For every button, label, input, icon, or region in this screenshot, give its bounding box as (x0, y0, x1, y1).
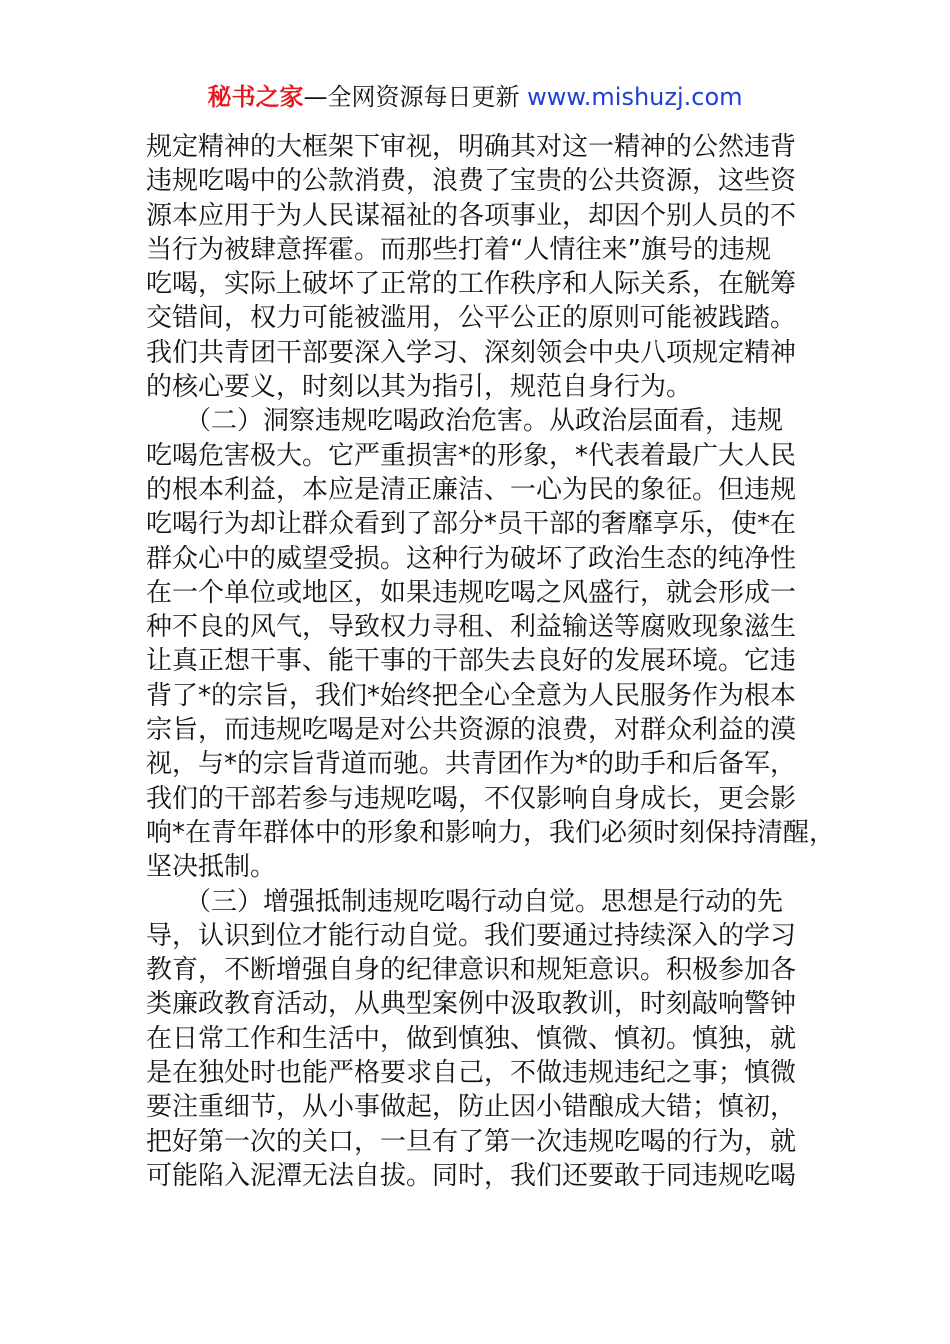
text-line: 可能陷入泥潭无法自拔。同时，我们还要敢于同违规吃喝 (146, 1160, 797, 1191)
text-line: 在日常工作和生活中，做到慎独、慎微、慎初。慎独，就 (146, 1023, 797, 1054)
text-line: 把好第一次的关口，一旦有了第一次违规吃喝的行为，就 (146, 1126, 797, 1157)
text-line: 种不良的风气，导致权力寻租、利益输送等腐败现象滋生 (146, 612, 797, 643)
text-line: 的根本利益，本应是清正廉洁、一心为民的象征。但违规 (146, 474, 797, 505)
text-line: 的核心要义，时刻以其为指引，规范自身行为。 (146, 372, 693, 403)
brand-name: 秘书之家 (207, 83, 304, 111)
section-heading-line: （二）洞察违规吃喝政治危害。从政治层面看，违规 (146, 406, 784, 437)
site-header (0, 80, 950, 114)
text-line: 是在独处时也能严格要求自己，不做违规违纪之事；慎微 (146, 1058, 797, 1089)
text-line: 视，与*的宗旨背道而驰。共青团作为*的助手和后备军， (146, 749, 797, 780)
text-line: 响*在青年群体中的形象和影响力，我们必须时刻保持清醒， (146, 817, 836, 848)
text-line: 在一个单位或地区，如果违规吃喝之风盛行，就会形成一 (146, 577, 797, 608)
text-line: 导，认识到位才能行动自觉。我们要通过持续深入的学习 (146, 920, 797, 951)
text-line: 群众心中的威望受损。这种行为破坏了政治生态的纯净性 (146, 543, 797, 574)
document-body (146, 130, 836, 1193)
text-line: 背了*的宗旨，我们*始终把全心全意为人民服务作为根本 (146, 680, 797, 711)
text-line: 我们共青团干部要深入学习、深刻领会中央八项规定精神 (146, 337, 797, 368)
text-line: 让真正想干事、能干事的干部失去良好的发展环境。它违 (146, 646, 797, 677)
text-line: 坚决抵制。 (146, 852, 277, 883)
text-line: 规定精神的大框架下审视，明确其对这一精神的公然违背 (146, 132, 797, 162)
header-tagline: —全网资源每日更新 (303, 83, 528, 111)
text-line: 吃喝危害极大。它严重损害*的形象，*代表着最广大人民 (146, 440, 797, 471)
text-line: 类廉政教育活动，从典型案例中汲取教训，时刻敲响警钟 (146, 989, 797, 1020)
text-line: 源本应用于为人民谋福祉的各项事业，却因个别人员的不 (146, 200, 797, 231)
text-line: 交错间，权力可能被滥用，公平公正的原则可能被践踏。 (146, 303, 797, 334)
text-line: 吃喝，实际上破坏了正常的工作秩序和人际关系，在觥筹 (146, 269, 797, 300)
text-line: 违规吃喝中的公款消费，浪费了宝贵的公共资源，这些资 (146, 166, 797, 197)
site-url[interactable]: www.mishuzj.com (527, 83, 743, 111)
text-line: 当行为被肆意挥霍。而那些打着“人情往来”旗号的违规 (146, 234, 771, 265)
text-line: 吃喝行为却让群众看到了部分*员干部的奢靡享乐，使*在 (146, 509, 797, 540)
section-heading-line: （三）增强抵制违规吃喝行动自觉。思想是行动的先 (146, 886, 784, 917)
text-line: 教育，不断增强自身的纪律意识和规矩意识。积极参加各 (146, 955, 797, 986)
text-line: 我们的干部若参与违规吃喝，不仅影响自身成长，更会影 (146, 783, 797, 814)
text-line: 要注重细节，从小事做起，防止因小错酿成大错；慎初， (146, 1092, 797, 1123)
text-line: 宗旨，而违规吃喝是对公共资源的浪费，对群众利益的漠 (146, 715, 797, 746)
